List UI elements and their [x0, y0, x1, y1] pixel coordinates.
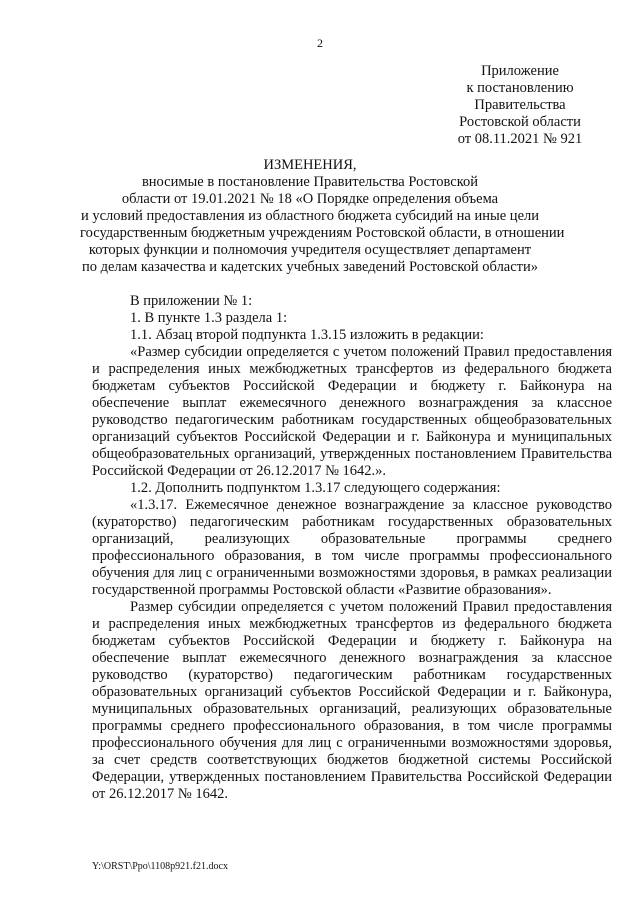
document-body: [92, 293, 612, 803]
appendix-line: Правительства: [474, 97, 566, 113]
document-title: [80, 157, 565, 276]
title-heading: ИЗМЕНЕНИЯ,: [263, 157, 357, 173]
file-path-footer: Y:\ORST\Ppo\1108p921.f21.docx: [92, 861, 228, 872]
paragraph-subsidy-size: Размер субсидии определяется с учетом положений Правил предоставления и распределения иных межбюджетных трансфертов из федерального бюджета бюджетам субъектов Российской Федерации и бюджету г. Байконура на обеспечение выплат ежемесячного денежного вознаграждения за классное руководство (кураторство) педагогическим работникам государственных образовательных организаций субъектов Российской Федерации и г. Байконура, муниципальных образовательных организаций, реализующих образовательные программы среднего профессионального образования, в том числе программы профессионального обучения для лиц с ограниченными возможностями здоровья, за счет средств соответствующих бюджетов бюджетной системы Российской Федерации, утвержденных постановлением Правительства Российской Федерации от 26.12.2017 № 1642.: [92, 599, 612, 802]
paragraph-item-1: 1. В пункте 1.3 раздела 1:: [130, 310, 288, 326]
page-number: 2: [317, 36, 323, 50]
appendix-line: Приложение: [481, 63, 559, 79]
appendix-header: [440, 63, 600, 148]
appendix-line: от 08.11.2021 № 921: [457, 131, 583, 147]
appendix-line: Ростовской области: [459, 114, 581, 130]
title-line: и условий предоставления из областного бюджета субсидий на иные цели: [80, 208, 540, 224]
paragraph-item-1-1: 1.1. Абзац второй подпункта 1.3.15 изложить в редакции:: [130, 327, 484, 343]
title-line: области от 19.01.2021 № 18 «О Порядке определения объема: [121, 191, 499, 207]
appendix-line: к постановлению: [466, 80, 574, 96]
title-line: вносимые в постановление Правительства Ростовской: [141, 174, 479, 190]
paragraph-quote-1: «Размер субсидии определяется с учетом положений Правил предоставления и распределения иных межбюджетных трансфертов из федерального бюджета бюджетам субъектов Российской Федерации и бюджету г. Байконура на обеспечение выплат ежемесячного денежного вознаграждения за классное руководство педагогическим работникам государственных общеобразовательных организаций субъектов Российской Федерации и г. Байконура и муниципальных общеобразовательных организаций, утвержденных постановлением Правительства Российской Федерации от 26.12.2017 № 1642.».: [92, 344, 612, 479]
paragraph-quote-2: «1.3.17. Ежемесячное денежное вознаграждение за классное руководство (кураторство) педагогическим работникам государственных образовательных организаций, реализующих образовательные программы среднего профессионального образования, в том числе программы профессионального обучения для лиц с ограниченными возможностями здоровья, в рамках реализации государственной программы Ростовской области «Развитие образования».: [92, 497, 612, 598]
paragraph-intro: В приложении № 1:: [130, 293, 253, 309]
paragraph-item-1-2: 1.2. Дополнить подпунктом 1.3.17 следующего содержания:: [130, 480, 501, 496]
title-line: по делам казачества и кадетских учебных заведений Ростовской области»: [81, 259, 539, 275]
title-line: которых функции и полномочия учредителя осуществляет департамент: [88, 242, 532, 258]
title-line: государственным бюджетным учреждениям Ростовской области, в отношении: [80, 225, 565, 241]
